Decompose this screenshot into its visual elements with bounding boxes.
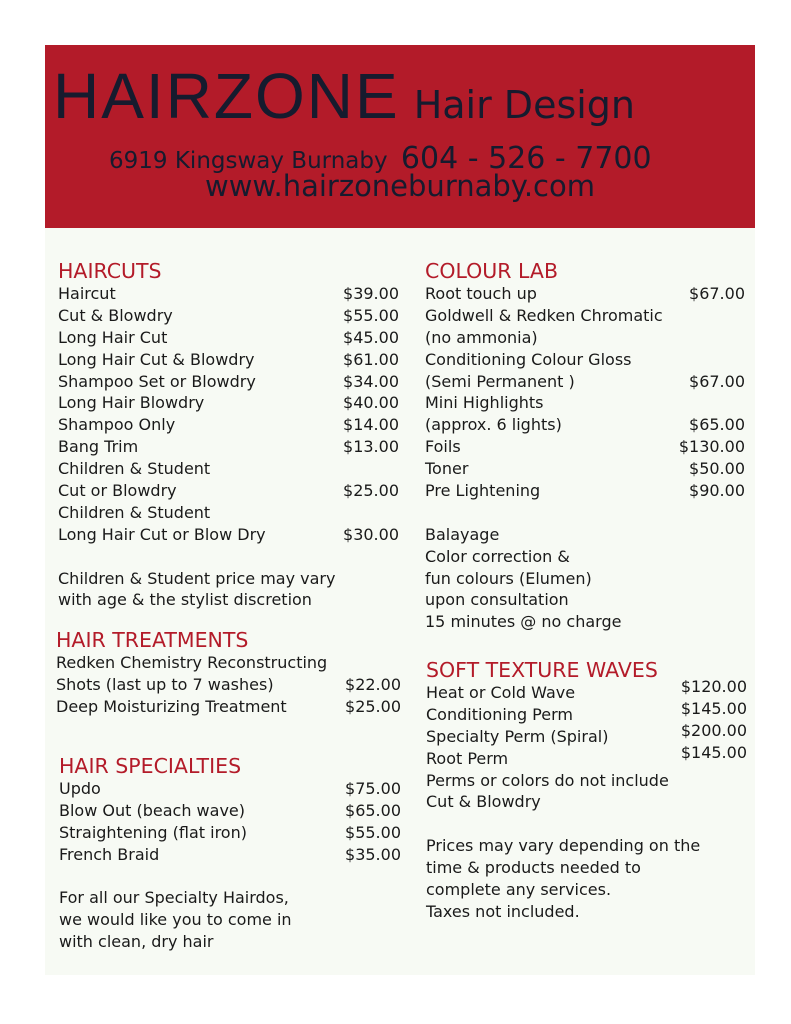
section-title: COLOUR LAB — [425, 259, 559, 283]
item-label: (no ammonia) — [425, 327, 538, 347]
item-label: Cut or Blowdry — [58, 481, 177, 501]
price-item — [58, 327, 399, 349]
item-label: Shampoo Set or Blowdry — [58, 371, 256, 391]
item-price: $25.00 — [345, 696, 401, 716]
item-price: $67.00 — [689, 284, 745, 303]
section-title: HAIR TREATMENTS — [56, 628, 249, 652]
section-soft-texture-waves — [426, 658, 747, 923]
item-label: complete any services. — [426, 880, 612, 900]
text-line — [425, 392, 745, 414]
item-label: Long Hair Cut — [58, 327, 168, 347]
brand-subtitle: Hair Design — [413, 83, 636, 127]
item-label: upon consultation — [425, 590, 569, 610]
item-label: Long Hair Cut or Blow Dry — [58, 524, 266, 544]
item-label: Blow Out (beach wave) — [59, 800, 245, 820]
item-label: Mini Highlights — [425, 393, 544, 413]
item-price: $200.00 — [680, 720, 747, 740]
item-label: 15 minutes @ no charge — [425, 612, 622, 632]
item-label: French Braid — [59, 844, 160, 864]
item-label: Children & Student price may vary — [58, 568, 336, 588]
text-line — [426, 901, 747, 923]
item-price: $34.00 — [343, 371, 399, 391]
item-label: fun colours (Elumen) — [425, 568, 592, 588]
item-label: Bang Trim — [58, 437, 139, 457]
text-line — [426, 791, 747, 813]
item-label: Conditioning Perm — [426, 704, 573, 724]
text-line — [425, 589, 745, 611]
price-item — [58, 349, 399, 371]
section-title: SOFT TEXTURE WAVES — [426, 658, 658, 682]
price-item — [58, 392, 399, 414]
section-title: HAIRCUTS — [58, 259, 162, 283]
item-price: $55.00 — [343, 305, 399, 325]
text-line — [425, 502, 745, 524]
price-item — [425, 283, 745, 305]
item-price: $35.00 — [345, 844, 401, 864]
text-line — [426, 879, 747, 901]
item-price: $145.00 — [680, 742, 747, 762]
section-hair-treatments — [56, 628, 401, 718]
item-price: $130.00 — [678, 437, 745, 457]
text-line — [425, 305, 745, 327]
text-line — [426, 857, 747, 879]
price-item — [59, 778, 401, 800]
item-label: with clean, dry hair — [59, 932, 214, 952]
item-label: (approx. 6 lights) — [425, 415, 562, 435]
item-label: Color correction & — [425, 546, 570, 566]
item-label: Perms or colors do not include — [426, 770, 669, 790]
price-item — [58, 524, 399, 546]
item-label: Goldwell & Redken Chromatic — [425, 305, 663, 325]
item-price: $30.00 — [343, 524, 399, 544]
item-label: Cut & Blowdry — [426, 792, 541, 812]
item-label: Long Hair Cut & Blowdry — [58, 349, 255, 369]
text-line — [58, 546, 399, 568]
item-label: For all our Specialty Hairdos, — [59, 888, 289, 908]
text-line — [425, 327, 745, 349]
price-item — [425, 371, 745, 393]
item-label: Foils — [425, 437, 461, 457]
text-line — [58, 568, 399, 590]
price-item — [58, 480, 399, 502]
item-price: $55.00 — [345, 822, 401, 842]
item-label: Specialty Perm (Spiral) — [426, 726, 609, 746]
price-item — [58, 414, 399, 436]
item-price: $65.00 — [345, 800, 401, 820]
item-label: Taxes not included. — [426, 901, 580, 921]
price-item — [59, 800, 401, 822]
item-label: Conditioning Colour Gloss — [425, 349, 632, 369]
item-label: Haircut — [58, 284, 116, 303]
item-label: time & products needed to — [426, 858, 641, 878]
item-price: $75.00 — [345, 779, 401, 798]
brand-title — [53, 59, 635, 133]
header-banner — [45, 45, 755, 228]
website-link[interactable]: www.hairzoneburnaby.com — [205, 169, 595, 203]
price-item — [425, 436, 745, 458]
item-label: Balayage — [425, 524, 500, 544]
item-label: Heat or Cold Wave — [426, 683, 576, 702]
text-line — [425, 568, 745, 590]
item-label: Pre Lightening — [425, 481, 541, 501]
item-label: Cut & Blowdry — [58, 305, 173, 325]
item-price: $90.00 — [689, 481, 745, 501]
price-item — [426, 742, 747, 770]
price-item — [59, 844, 401, 866]
item-label: with age & the stylist discretion — [58, 590, 312, 610]
item-price: $14.00 — [343, 415, 399, 435]
text-line — [59, 866, 401, 888]
item-label: Long Hair Blowdry — [58, 393, 205, 413]
item-label: we would like you to come in — [59, 910, 292, 930]
price-item — [58, 436, 399, 458]
section-hair-specialties — [59, 754, 401, 953]
price-item — [58, 305, 399, 327]
text-line — [58, 589, 399, 611]
item-label: Root Perm — [426, 748, 509, 768]
price-item — [425, 414, 745, 436]
item-price: $45.00 — [343, 327, 399, 347]
text-line — [59, 931, 401, 953]
text-line — [425, 524, 745, 546]
item-label: Root touch up — [425, 284, 537, 303]
price-item — [58, 371, 399, 393]
item-price: $22.00 — [345, 674, 401, 694]
item-price: $120.00 — [680, 677, 747, 696]
item-label: Prices may vary depending on the — [426, 836, 701, 856]
brand-name: HAIRZONE — [53, 60, 400, 132]
section-title: HAIR SPECIALTIES — [59, 754, 242, 778]
item-label: Deep Moisturizing Treatment — [56, 696, 287, 716]
text-line — [425, 611, 745, 633]
section-haircuts — [58, 259, 399, 611]
price-item — [425, 480, 745, 502]
price-item — [425, 458, 745, 480]
item-label: Updo — [59, 779, 101, 798]
item-label: Children & Student — [58, 459, 211, 479]
price-item — [56, 696, 401, 718]
item-label: (Semi Permanent ) — [425, 371, 575, 391]
text-line — [426, 770, 747, 792]
text-line — [56, 652, 401, 674]
item-label: Redken Chemistry Reconstructing — [56, 653, 328, 672]
item-label: Shampoo Only — [58, 415, 176, 435]
item-price: $65.00 — [689, 415, 745, 435]
address: 6919 Kingsway Burnaby — [109, 148, 388, 174]
item-price: $61.00 — [343, 349, 399, 369]
price-item — [59, 822, 401, 844]
text-line — [426, 835, 747, 857]
text-line — [425, 349, 745, 371]
item-price: $25.00 — [343, 481, 399, 501]
price-item — [56, 674, 401, 696]
section-colour-lab — [425, 259, 745, 633]
text-line — [58, 502, 399, 524]
item-price: $67.00 — [689, 371, 745, 391]
item-label: Straightening (flat iron) — [59, 822, 247, 842]
text-line — [426, 813, 747, 835]
item-label: Shots (last up to 7 washes) — [56, 674, 274, 694]
item-price: $50.00 — [689, 459, 745, 479]
item-price: $13.00 — [343, 437, 399, 457]
text-line — [425, 546, 745, 568]
text-line — [59, 909, 401, 931]
phone-number: 604 - 526 - 7700 — [400, 141, 652, 176]
text-line — [59, 887, 401, 909]
price-item — [58, 283, 399, 305]
text-line — [58, 458, 399, 480]
item-label: Toner — [425, 459, 469, 479]
item-price: $39.00 — [343, 284, 399, 303]
item-label: Children & Student — [58, 502, 211, 522]
item-price: $145.00 — [680, 698, 747, 718]
item-price: $40.00 — [343, 393, 399, 413]
